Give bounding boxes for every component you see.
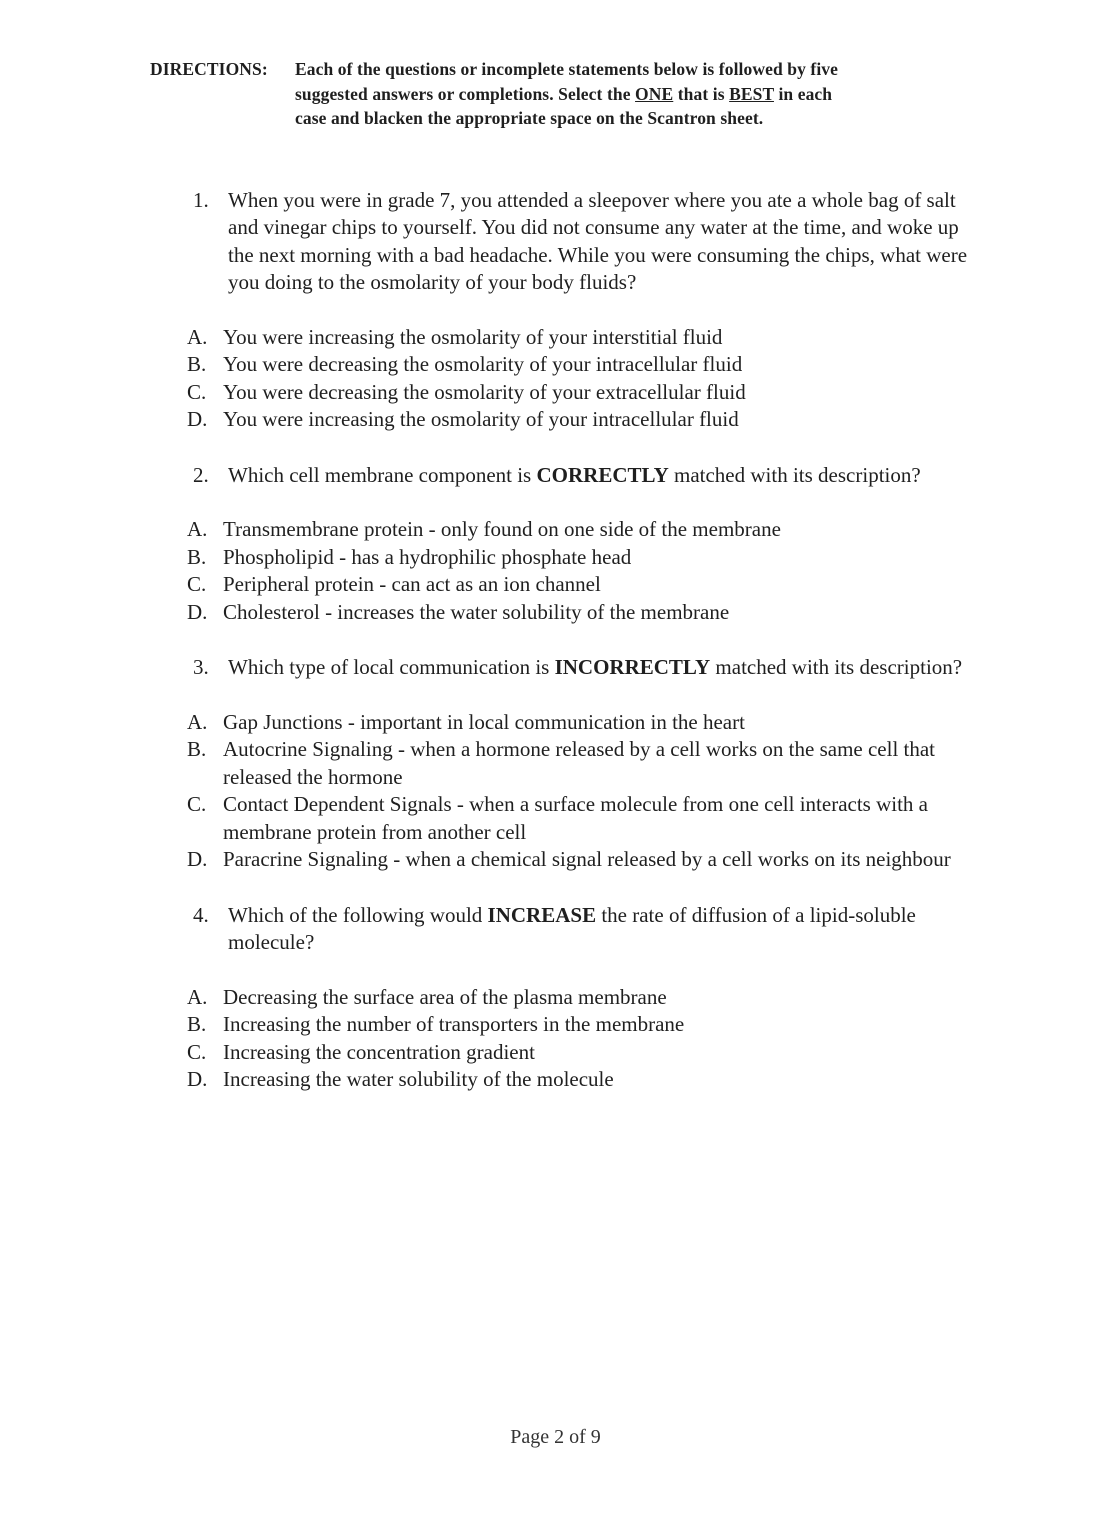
- option-letter: B.: [187, 1012, 207, 1036]
- option-row: [0, 984, 1111, 1012]
- option-text: Contact Dependent Signals - when a surface molecule from one cell interacts with a membrane protein from another cell: [223, 792, 928, 844]
- option-letter: A.: [187, 984, 208, 1009]
- question-4: [0, 902, 1111, 1094]
- text-run: Each of the questions or incomplete statements below is followed by five: [295, 59, 839, 79]
- question-prompt-row: [0, 187, 1111, 297]
- option-letter: C.: [187, 1039, 207, 1064]
- option-letter: B.: [187, 352, 207, 376]
- option-row: [0, 571, 1111, 599]
- option-text: Increasing the concentration gradient: [223, 1039, 535, 1064]
- questions-list: [0, 187, 1111, 1094]
- option-text: Paracrine Signaling - when a chemical signal released by a cell works on its neighbour: [223, 847, 951, 871]
- emphasized-text: INCREASE: [487, 902, 597, 927]
- options-list: [0, 324, 1111, 434]
- question-3: [0, 654, 1111, 874]
- option-text: Increasing the water solubility of the molecule: [223, 1067, 614, 1091]
- option-text: Peripheral protein - can act as an ion channel: [223, 572, 601, 596]
- text-run: case and blacken the appropriate space on the Scantron sheet.: [295, 108, 764, 128]
- question-number: 3.: [193, 655, 209, 679]
- option-text: Gap Junctions - important in local communication in the heart: [223, 709, 745, 734]
- option-letter: A.: [187, 324, 208, 349]
- options-list: [0, 984, 1111, 1094]
- option-text: Autocrine Signaling - when a hormone released by a cell works on the same cell that released the hormone: [223, 737, 936, 789]
- option-letter: D.: [187, 407, 208, 431]
- option-row: [0, 791, 1111, 846]
- option-row: [0, 1066, 1111, 1094]
- option-text: You were increasing the osmolarity of your interstitial fluid: [223, 324, 723, 349]
- option-text: Increasing the number of transporters in the membrane: [223, 1012, 685, 1036]
- option-row: [0, 1011, 1111, 1039]
- option-row: [0, 599, 1111, 627]
- option-text: You were decreasing the osmolarity of your extracellular fluid: [223, 379, 746, 404]
- question-prompt: [228, 187, 970, 297]
- emphasized-text: BEST: [729, 83, 774, 104]
- question-prompt: [228, 902, 970, 957]
- option-letter: B.: [187, 737, 207, 761]
- option-letter: D.: [187, 847, 208, 871]
- question-prompt-row: [0, 654, 1111, 682]
- emphasized-text: INCORRECTLY: [554, 655, 711, 679]
- text-run: matched with its description?: [668, 462, 921, 487]
- option-letter: D.: [187, 1067, 208, 1091]
- option-text: Decreasing the surface area of the plasma membrane: [223, 984, 667, 1009]
- question-2: [0, 462, 1111, 627]
- option-row: [0, 351, 1111, 379]
- text-run: in each: [773, 83, 833, 104]
- option-letter: A.: [187, 709, 208, 734]
- option-row: [0, 1039, 1111, 1067]
- text-run: the rate of diffusion of a lipid-soluble molecule?: [228, 902, 916, 954]
- option-text: Cholesterol - increases the water solubility of the membrane: [223, 599, 730, 624]
- question-number: 4.: [193, 902, 209, 927]
- directions-text: [295, 57, 935, 131]
- emphasized-text: ONE: [635, 83, 674, 104]
- options-list: [0, 516, 1111, 626]
- options-list: [0, 709, 1111, 874]
- question-prompt-row: [0, 902, 1111, 957]
- text-run: that is: [673, 83, 730, 104]
- option-text: Phospholipid - has a hydrophilic phosphate head: [223, 544, 632, 569]
- option-row: [0, 516, 1111, 544]
- option-letter: A.: [187, 517, 208, 541]
- option-letter: C.: [187, 792, 207, 816]
- directions-block: [150, 57, 1111, 131]
- option-row: [0, 709, 1111, 737]
- text-run: When you were in grade 7, you attended a sleepover where you ate a whole bag of salt and vinegar chips to yourself. You did not consume any water at the time, and woke up the next morning with a bad headache. While you were consuming the chips, what were you doing to the osmolarity of your body fluids?: [228, 187, 968, 294]
- emphasized-text: CORRECTLY: [536, 462, 669, 487]
- question-1: [0, 187, 1111, 434]
- question-prompt: [228, 654, 970, 682]
- directions-label: DIRECTIONS:: [150, 59, 268, 79]
- option-text: You were increasing the osmolarity of your intracellular fluid: [223, 407, 739, 431]
- option-text: You were decreasing the osmolarity of your intracellular fluid: [223, 352, 743, 376]
- question-number: 1.: [193, 187, 209, 212]
- option-row: [0, 736, 1111, 791]
- text-run: Which cell membrane component is: [228, 462, 537, 487]
- page-footer: Page 2 of 9: [510, 1426, 601, 1448]
- text-run: suggested answers or completions. Select the: [295, 83, 636, 104]
- text-run: Which of the following would: [228, 902, 488, 927]
- option-row: [0, 379, 1111, 407]
- question-prompt: [228, 462, 970, 490]
- option-letter: D.: [187, 599, 208, 624]
- option-text: Transmembrane protein - only found on one side of the membrane: [223, 517, 781, 541]
- option-row: [0, 846, 1111, 874]
- question-number: 2.: [193, 462, 209, 487]
- option-letter: B.: [187, 544, 207, 569]
- question-prompt-row: [0, 462, 1111, 490]
- option-row: [0, 324, 1111, 352]
- option-letter: C.: [187, 379, 207, 404]
- text-run: matched with its description?: [710, 655, 963, 679]
- option-row: [0, 406, 1111, 434]
- option-letter: C.: [187, 572, 207, 596]
- option-row: [0, 544, 1111, 572]
- text-run: Which type of local communication is: [228, 655, 555, 679]
